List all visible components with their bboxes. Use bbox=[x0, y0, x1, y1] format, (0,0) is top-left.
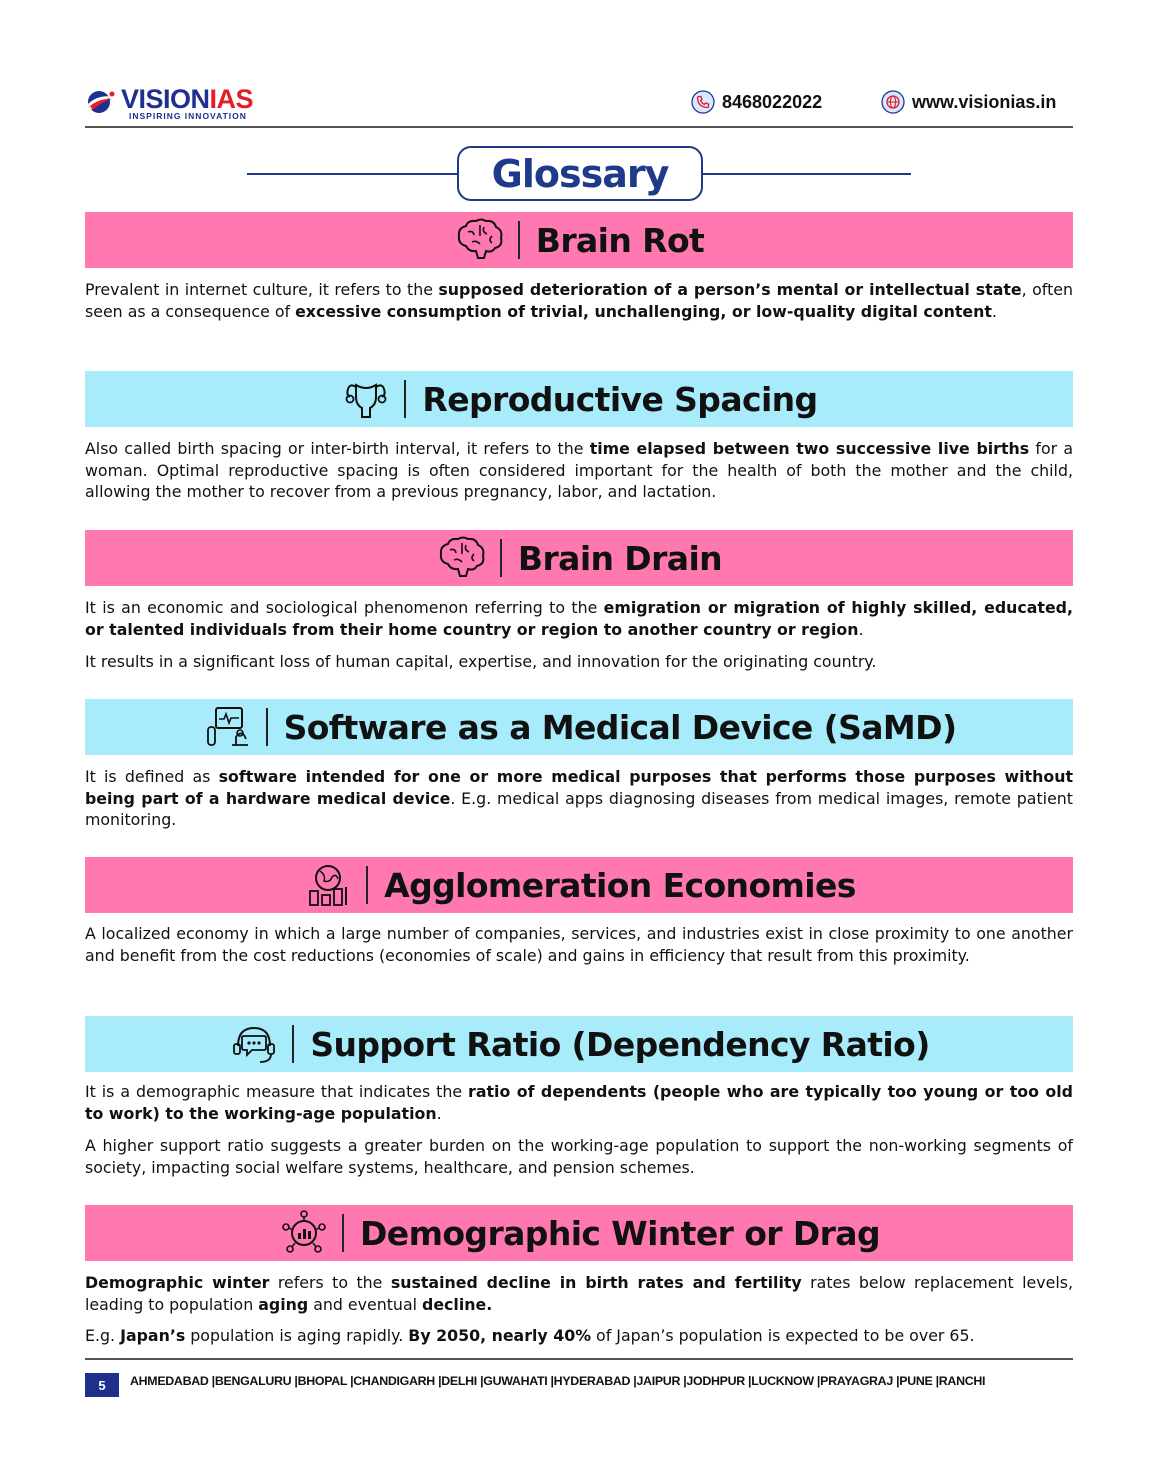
section-header-support-ratio bbox=[85, 1016, 1073, 1072]
city-list: AHMEDABAD |BENGALURU |BHOPAL |CHANDIGARH |DELHI |GUWAHATI |HYDERABAD |JAIPUR |JODHPUR |LUCKNOW |PRAYAGRAJ |PUNE |RANCHI bbox=[130, 1374, 986, 1388]
section-paragraph: Prevalent in internet culture, it refers to the supposed deterioration of a person’s mental or intellectual state, often seen as a consequence of excessive consumption of trivial, unchallenging, or low-quality digital content. bbox=[85, 280, 1073, 321]
title-separator bbox=[366, 866, 368, 904]
globe-icon bbox=[881, 90, 905, 114]
page-title-box bbox=[457, 146, 703, 201]
section-title: Reproductive Spacing bbox=[422, 379, 818, 419]
page-footer bbox=[85, 1358, 1073, 1398]
title-rule-right bbox=[701, 173, 911, 175]
section-paragraph: A localized economy in which a large number of companies, services, and industries exist in close proximity to one another and benefit from the cost reductions (economies of scale) and gains in efficiency that result from this proximity. bbox=[85, 924, 1073, 965]
logo-wordmark: VISIONIAS bbox=[121, 84, 254, 114]
page-number: 5 bbox=[85, 1373, 119, 1397]
title-separator bbox=[518, 221, 520, 259]
section-paragraph: It is an economic and sociological phenomenon referring to the emigration or migration of highly skilled, educated, or talented individuals from their home country or region to another country or region. bbox=[85, 598, 1073, 639]
phone-number: 8468022022 bbox=[722, 91, 823, 112]
section-title: Demographic Winter or Drag bbox=[360, 1213, 880, 1253]
section-paragraph: It is defined as software intended for one or more medical purposes that performs those purposes without being part of a hardware medical device. E.g. medical apps diagnosing diseases from medical images, remote patient monitoring. bbox=[85, 767, 1073, 829]
phone-icon bbox=[691, 90, 715, 114]
title-separator bbox=[404, 380, 406, 418]
globe-economy-icon bbox=[302, 861, 354, 909]
section-title: Software as a Medical Device (SaMD) bbox=[283, 707, 957, 747]
section-title: Brain Rot bbox=[535, 220, 705, 260]
section-paragraph: It results in a significant loss of human capital, expertise, and innovation for the originating country. bbox=[85, 652, 877, 671]
title-separator bbox=[500, 539, 502, 577]
section-title: Agglomeration Economies bbox=[384, 865, 856, 905]
support-headset-icon bbox=[228, 1020, 280, 1068]
section-title: Support Ratio (Dependency Ratio) bbox=[310, 1024, 930, 1064]
section-header-demographic-winter bbox=[85, 1205, 1073, 1261]
website-url: www.visionias.in bbox=[912, 91, 1057, 112]
title-separator bbox=[266, 708, 268, 746]
page-title: Glossary bbox=[491, 151, 669, 196]
uterus-icon bbox=[340, 375, 392, 423]
website-contact[interactable] bbox=[881, 90, 1056, 114]
brain-icon bbox=[454, 216, 506, 264]
section-header-agglomeration-economies bbox=[85, 857, 1073, 913]
title-separator bbox=[342, 1214, 344, 1252]
section-header-brain-rot bbox=[85, 212, 1073, 268]
title-rule-left bbox=[247, 173, 459, 175]
section-paragraph: E.g. Japan’s population is aging rapidly. By 2050, nearly 40% of Japan’s population is expected to be over 65. bbox=[85, 1326, 975, 1345]
page-header bbox=[85, 80, 1073, 128]
medical-lab-icon bbox=[202, 703, 254, 751]
logo-swoosh-icon bbox=[85, 88, 115, 114]
phone-contact[interactable] bbox=[691, 90, 822, 114]
section-title: Brain Drain bbox=[517, 538, 723, 578]
section-paragraph: It is a demographic measure that indicates the ratio of dependents (people who are typically too young or too old to work) to the working-age population. bbox=[85, 1082, 1073, 1123]
section-header-brain-drain bbox=[85, 530, 1073, 586]
section-header-reproductive-spacing bbox=[85, 371, 1073, 427]
section-paragraph: Also called birth spacing or inter-birth interval, it refers to the time elapsed between two successive live births for a woman. Optimal reproductive spacing is often considered important for the health of both the mother and the child, allowing the mother to recover from a previous pregnancy, labor, and lactation. bbox=[85, 439, 1074, 501]
brain-icon bbox=[436, 534, 488, 582]
title-separator bbox=[292, 1025, 294, 1063]
section-paragraph: Demographic winter refers to the sustained decline in birth rates and fertility rates below replacement levels, leading to population aging and eventual decline. bbox=[85, 1273, 1073, 1314]
section-paragraph: A higher support ratio suggests a greater burden on the working-age population to support the non-working segments of society, impacting social welfare systems, healthcare, and pension schemes. bbox=[85, 1136, 1073, 1177]
section-header-samd bbox=[85, 699, 1073, 755]
logo-tagline: INSPIRING INNOVATION bbox=[129, 111, 247, 121]
population-chart-icon bbox=[278, 1209, 330, 1257]
